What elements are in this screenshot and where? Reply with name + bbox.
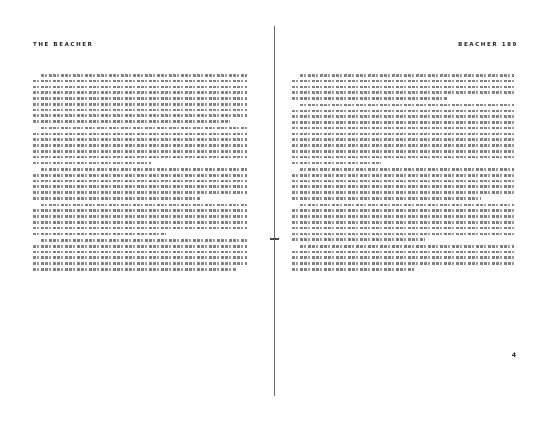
paragraph xyxy=(292,245,514,271)
text-line xyxy=(292,238,425,241)
text-line xyxy=(292,227,514,230)
text-line xyxy=(33,191,247,194)
text-line xyxy=(33,162,151,165)
page-spine xyxy=(274,26,275,396)
text-line xyxy=(292,133,514,136)
paragraph xyxy=(33,168,247,200)
text-line xyxy=(292,191,514,194)
text-line xyxy=(33,221,247,224)
text-line xyxy=(33,156,247,159)
text-line xyxy=(292,256,514,259)
text-line xyxy=(33,133,247,136)
text-line xyxy=(33,109,247,112)
text-line xyxy=(33,268,236,271)
text-line xyxy=(292,91,514,94)
text-line xyxy=(33,80,247,83)
text-line xyxy=(292,156,514,159)
text-line xyxy=(292,185,514,188)
text-line xyxy=(300,204,514,207)
page-number: 4 xyxy=(511,352,516,359)
text-line xyxy=(33,86,247,89)
text-line xyxy=(33,174,247,177)
right-page xyxy=(278,0,550,425)
text-line xyxy=(33,138,247,141)
text-line xyxy=(41,204,247,207)
text-line xyxy=(292,150,514,153)
text-line xyxy=(33,114,247,117)
text-line xyxy=(300,245,514,248)
paragraph xyxy=(292,168,514,200)
text-line xyxy=(292,251,514,254)
text-line xyxy=(33,233,166,236)
paragraph xyxy=(33,204,247,236)
text-line xyxy=(292,86,514,89)
text-line xyxy=(292,162,381,165)
left-body-text xyxy=(33,74,247,275)
text-line xyxy=(292,115,514,118)
text-line xyxy=(292,144,514,147)
paragraph xyxy=(292,104,514,164)
text-line xyxy=(33,144,247,147)
paragraph xyxy=(33,239,247,271)
text-line xyxy=(292,262,514,265)
text-line xyxy=(33,180,247,183)
left-page xyxy=(0,0,272,425)
paragraph xyxy=(292,204,514,241)
text-line xyxy=(33,209,247,212)
text-line xyxy=(300,104,514,107)
text-line xyxy=(33,185,247,188)
text-line xyxy=(33,227,247,230)
text-line xyxy=(292,221,514,224)
text-line xyxy=(292,110,514,113)
text-line xyxy=(292,138,514,141)
paragraph xyxy=(33,127,247,164)
text-line xyxy=(292,97,447,100)
right-body-text xyxy=(292,74,514,275)
text-line xyxy=(292,209,514,212)
text-line xyxy=(41,127,247,130)
text-line xyxy=(33,262,247,265)
text-line xyxy=(33,197,200,200)
text-line xyxy=(292,174,514,177)
text-line xyxy=(300,74,514,77)
running-head-left: THE BEACHER xyxy=(33,42,94,48)
text-line xyxy=(33,256,247,259)
text-line xyxy=(41,239,247,242)
text-line xyxy=(292,180,514,183)
paragraph xyxy=(292,74,514,100)
text-line xyxy=(41,168,247,171)
text-line xyxy=(292,268,414,271)
text-line xyxy=(292,233,514,236)
text-line xyxy=(33,245,247,248)
text-line xyxy=(33,120,230,123)
text-line xyxy=(33,150,247,153)
text-line xyxy=(33,91,247,94)
text-line xyxy=(33,215,247,218)
text-line xyxy=(33,97,247,100)
text-line xyxy=(292,121,514,124)
text-line xyxy=(292,215,514,218)
running-head-right: BEACHER 189 xyxy=(458,42,518,48)
text-line xyxy=(33,251,247,254)
text-line xyxy=(33,103,247,106)
paragraph xyxy=(33,74,247,123)
text-line xyxy=(300,168,514,171)
text-line xyxy=(292,197,481,200)
text-line xyxy=(292,127,514,130)
text-line xyxy=(41,74,247,77)
text-line xyxy=(292,80,514,83)
